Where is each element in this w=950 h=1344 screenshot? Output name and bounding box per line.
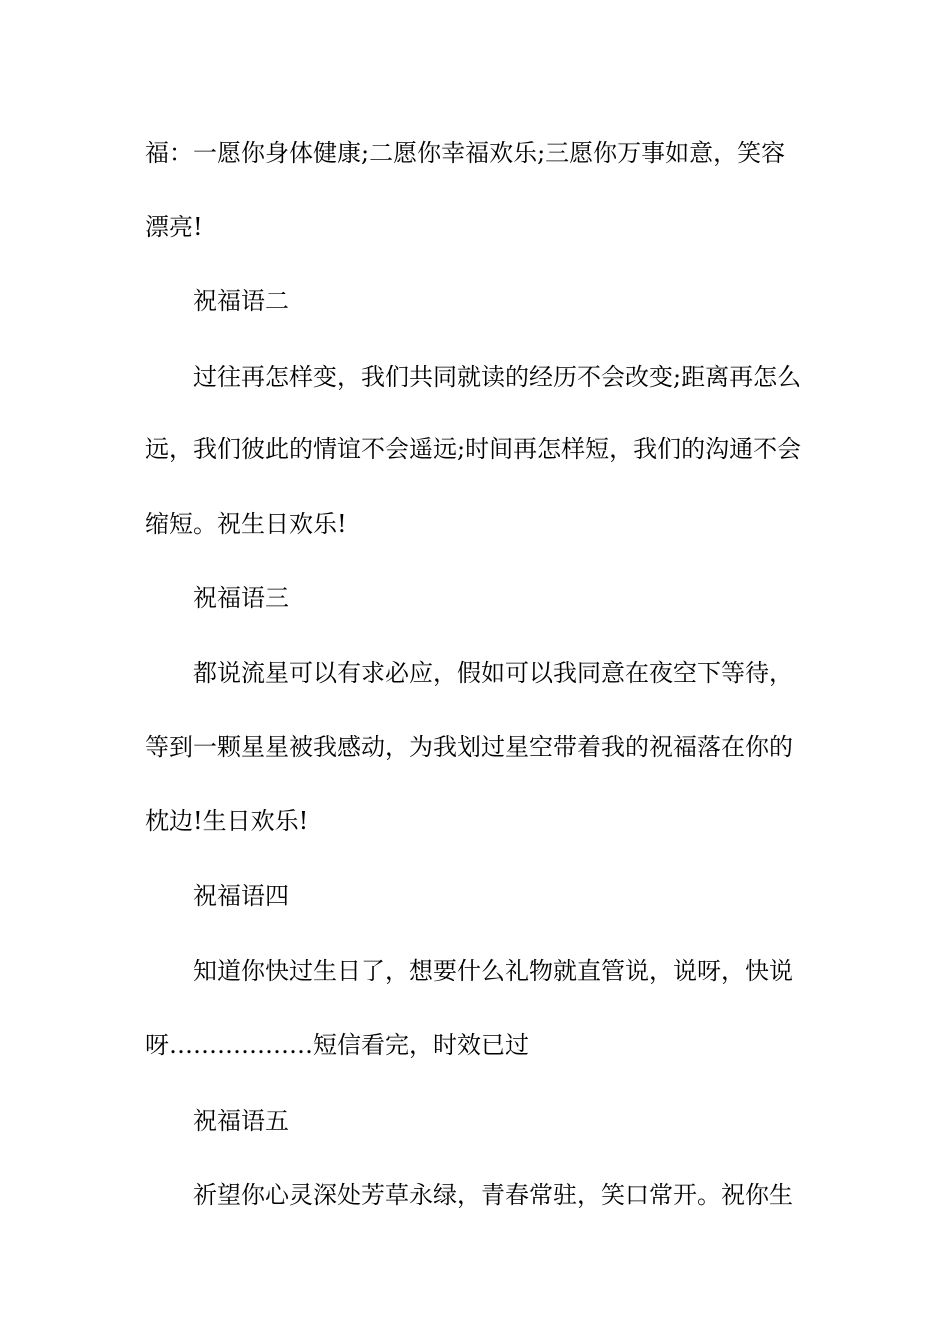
- section-heading: 祝福语三: [193, 584, 289, 612]
- paragraph-line: 等到一颗星星被我感动，为我划过星空带着我的祝福落在你的: [145, 733, 793, 761]
- section-heading: 祝福语四: [193, 882, 289, 910]
- paragraph-line: 枕边!生日欢乐!: [145, 807, 309, 835]
- paragraph-line: 远，我们彼此的情谊不会遥远;时间再怎样短，我们的沟通不会: [145, 435, 802, 463]
- section-heading: 祝福语二: [193, 287, 289, 315]
- paragraph-line: 福：一愿你身体健康;二愿你幸福欢乐;三愿你万事如意，笑容: [145, 139, 786, 167]
- paragraph-line: 缩短。祝生日欢乐!: [145, 510, 347, 538]
- paragraph-line: 漂亮!: [145, 213, 203, 241]
- section-heading: 祝福语五: [193, 1107, 289, 1135]
- paragraph-line: 祈望你心灵深处芳草永绿，青春常驻，笑口常开。祝你生: [193, 1181, 793, 1209]
- paragraph-line: 过往再怎样变，我们共同就读的经历不会改变;距离再怎么: [193, 363, 802, 391]
- paragraph-line: 都说流星可以有求必应，假如可以我同意在夜空下等待，: [193, 659, 793, 687]
- paragraph-line: 知道你快过生日了，想要什么礼物就直管说，说呀，快说: [193, 957, 793, 985]
- paragraph-line: 呀………………短信看完，时效已过: [145, 1031, 529, 1059]
